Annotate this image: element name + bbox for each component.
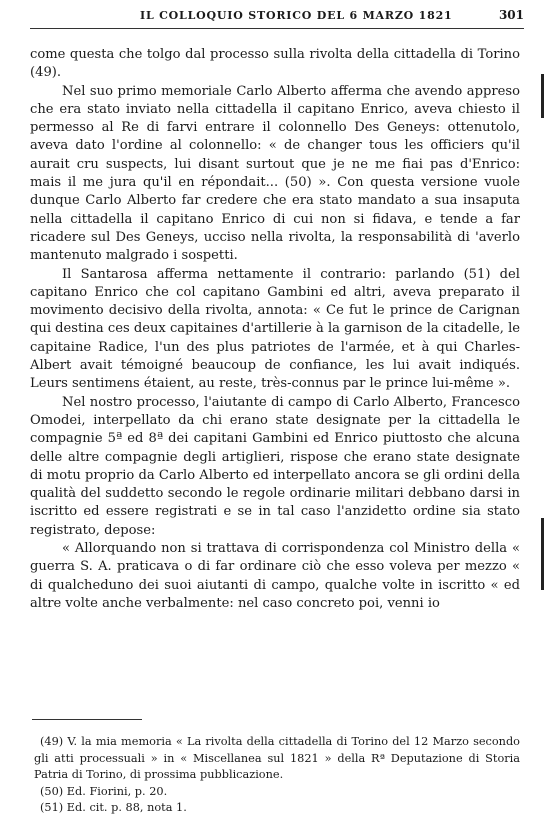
footnotes: [34, 734, 520, 817]
margin-mark-upper: [541, 74, 544, 118]
paragraph-memoriale: Nel suo primo memoriale Carlo Alberto afferma che avendo appreso che era stato inviato nella cittadella il capitano Enrico, aveva chiesto il permesso al Re di farvi entrare il colonnello Des Geneys: ottenutolo, aveva dato l'ordine al colonnello: « de changer tous les officiers qu'il aurait cru suspects, lui disant surtout que je ne me fiai pas d'Enrico: mais il me jura qu'il en répondait... (50) ». Con questa versione vuole dunque Carlo Alberto far credere che era stato mandato a sua insaputa nella cittadella il capitano Enrico di cui non si fidava, e tende a far ricadere sul Des Geneys, ucciso nella rivolta, la responsabilità di 'averlo mantenuto malgrado i sospetti.: [30, 83, 520, 264]
paragraph-santarosa: Il Santarosa afferma nettamente il contrario: parlando (51) del capitano Enrico che col capitano Gambini ed altri, aveva preparato il movimento decisivo della rivolta, annota: « Ce fut le prince de Carignan qui destina ces deux capitaines d'artillerie à la garnison de la citadelle, le capitaine Radice, l'un des plus patriotes de l'armée, et à qui Charles-Albert avait témoigné beaucoup de confiance, les lui avait indiqués. Leurs sentimens étaient, au reste, très-connus par le prince lui-même ».: [30, 266, 520, 392]
footnote-51: (51) Ed. cit. p. 88, nota 1.: [40, 801, 187, 814]
running-head: IL COLLOQUIO STORICO DEL 6 MARZO 1821: [140, 9, 453, 22]
footnote-49: (49) V. la mia memoria « La rivolta della cittadella di Torino del 12 Marzo secondo gli atti processuali » in « Miscellanea sul 1821 » della Rª Deputazione di Storia Patria di Torino, di prossima pubblicazione.: [34, 735, 520, 781]
margin-mark-lower: [541, 518, 544, 590]
page-header: [30, 6, 524, 29]
footnote-50: (50) Ed. Fiorini, p. 20.: [40, 784, 168, 798]
paragraph-continuation: come questa che tolgo dal processo sulla rivolta della cittadella di Torino (49).: [30, 47, 520, 81]
paragraph-processo: Nel nostro processo, l'aiutante di campo di Carlo Alberto, Francesco Omodei, interpellato da chi erano state designate per la cittadella le compagnie 5ª ed 8ª dei capitani Gambini ed Enrico piuttosto che alcuna delle altre compagnie degli artiglieri, rispose che erano state designate di motu proprio da Carlo Alberto ed interpellato ancora se gli ordini della qualità del suddetto secondo le regole ordinarie militari debbano darsi in iscritto ed essere registrati e se in tal caso l'anzidetto ordine sia stato registrato, depose:: [30, 394, 520, 538]
paragraph-quotation: « Allorquando non si trattava di corrispondenza col Ministro della « guerra S. A. praticava o di far ordinare ciò che esso voleva per mezzo « di qualcheduno dei suoi aiutanti di campo, qualche volte in iscritto « ed altre volte anche verbalmente: nel caso concreto poi, venni io: [30, 541, 520, 611]
body-text: [30, 46, 520, 613]
footnote-separator: [32, 719, 142, 720]
page-number: 301: [498, 8, 524, 22]
